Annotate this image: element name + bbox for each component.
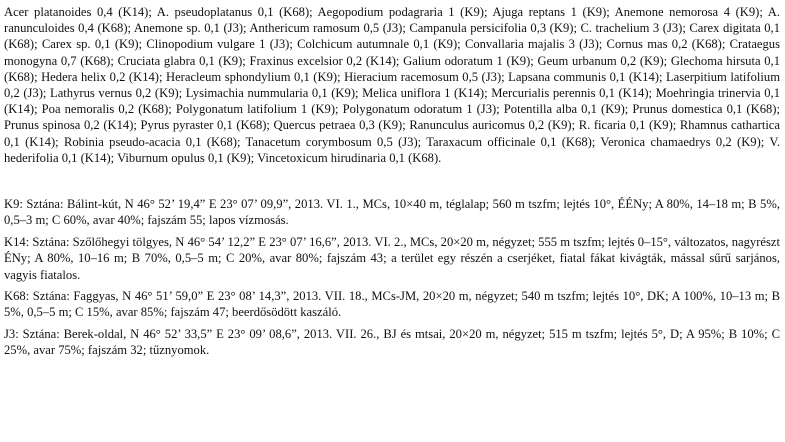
site-description-k9: K9: Sztána: Bálint-kút, N 46° 52’ 19,4” E 23° 07’ 09,9”, 2013. VI. 1., MCs, 10×40 m, téglalap; 560 m tszfm; lejtés 10°, ÉÉNy; A 80%, 14–18 m; B 5%, 0,5–3 m; C 60%, avar 40%; fajszám 55; lapos vízmosás. (4, 197, 780, 228)
site-description-j3: J3: Sztána: Berek-oldal, N 46° 52’ 33,5” E 23° 09’ 08,6”, 2013. VII. 26., BJ és mtsai, 20×20 m, négyzet; 515 m tszfm; lejtés 5°, D; A 95%; B 10%; C 25%, avar 75%; fajszám 32; tűznyomok. (4, 326, 780, 358)
site-description-k68: K68: Sztána: Faggyas, N 46° 51’ 59,0” E 23° 08’ 14,3”, 2013. VII. 18., MCs-JM, 20×20 m, négyzet; 540 m tszfm; lejtés 10°, DK; A 100%, 10–13 m; B 5%, 0,5–5 m; C 15%, avar 85%; fajszám 47; beerdősödött kaszáló. (4, 289, 780, 320)
site-descriptions (4, 196, 780, 359)
site-description-k14: K14: Sztána: Szőlőhegyi tölgyes, N 46° 54’ 12,2” E 23° 07’ 16,6”, 2013. VI. 2., MCs, 20×20 m, négyzet; 555 m tszfm; lejtés 0–15°, változatos, nagyrészt ÉNy; A 80%, 10–16 m; B 70%, 0,5–5 m; C 20%, avar 80%; fajszám 43; a terület egy részén a cserjéket, fiatal fákat kivágták, mással sűrű sarjános, vagyis fiatalos. (4, 234, 780, 282)
species-list-paragraph: Acer platanoides 0,4 (K14); A. pseudoplatanus 0,1 (K68); Aegopodium podagraria 1 (K9); Ajuga reptans 1 (K9); Anemone nemorosa 4 (K9); A. ranunculoides 0,4 (K68); Anemone sp. 0,1 (J3); Anthericum ramosum 0,5 (J3); Campanula persicifolia 0,3 (K9); C. trachelium 3 (J3); Carex digitata 0,1 (K68); Carex sp. 0,1 (K9); Clinopodium vulgare 1 (J3); Colchicum autumnale 0,1 (K9); Convallaria majalis 3 (J3); Cornus mas 0,2 (K68); Crataegus monogyna 0,7 (K68); Cruciata glabra 0,1 (K9); Fraxinus excelsior 0,2 (K14); Galium odoratum 1 (K9); Geum urbanum 0,2 (K9); Glechoma hirsuta 0,1 (K68); Hedera helix 0,2 (K14); Heracleum sphondylium 0,1 (K9); Hieracium racemosum 0,5 (J3); Lapsana communis 0,1 (K14); Laserpitium latifolium 0,2 (J3); Lathyrus vernus 0,2 (K9); Lysimachia nummularia 0,1 (K9); Melica uniflora 1 (K14); Mercurialis perennis 0,1 (K14); Moehringia trinervia 0,1 (K14); Poa nemoralis 0,2 (K68); Polygonatum latifolium 1 (K9); Polygonatum odoratum 1 (J3); Potentilla alba 0,1 (K9); Prunus domestica 0,1 (K68); Prunus spinosa 0,2 (K14); Pyrus pyraster 0,1 (K68); Quercus petraea 0,3 (K9); Ranunculus auricomus 0,2 (K9); R. ficaria 0,1 (K9); Rhamnus cathartica 0,1 (K14); Robinia pseudo-acacia 0,1 (K68); Tanacetum corymbosum 0,5 (J3); Taraxacum officinale 0,1 (K68); Veronica chamaedrys 0,2 (K9); V. hederifolia 0,1 (K14); Viburnum opulus 0,1 (K9); Vincetoxicum hirudinaria 0,1 (K68). (4, 5, 780, 165)
document-page (4, 4, 780, 364)
